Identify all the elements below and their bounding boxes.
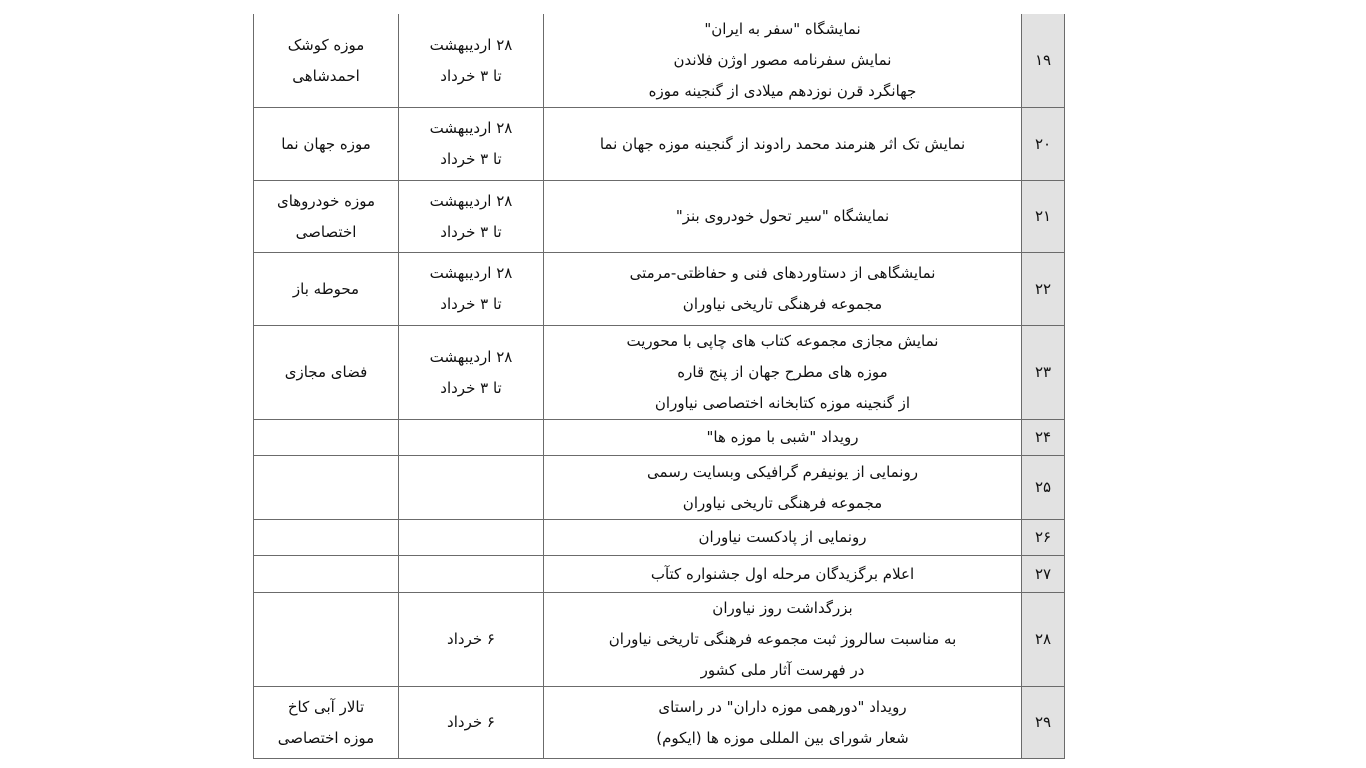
event-title-cell-line: نمایشگاهی از دستاوردهای فنی و حفاظتی-مرمتی [629,264,936,282]
event-place-cell-line: محوطه باز [292,279,360,298]
event-title-cell-line: در فهرست آثار ملی کشور [700,661,865,679]
event-title-cell-line: بزرگداشت روز نیاوران [712,599,853,617]
event-title-cell [544,420,1022,456]
event-title-cell [544,108,1022,181]
event-title-cell-line: نمایش تک اثر هنرمند محمد رادوند از گنجینه موزه جهان نما [599,134,966,153]
row-number: ۲۲ [1034,279,1052,298]
event-title-cell [544,456,1022,520]
event-date-cell-line: ۶ خرداد [447,713,495,731]
row-number-cell [1022,593,1065,687]
event-place-cell [254,253,399,326]
event-title-cell-line: جهانگرد قرن نوزدهم میلادی از گنجینه موزه [648,82,917,100]
table-row [254,420,1065,456]
row-number-cell [1022,520,1065,556]
event-date-cell [399,456,544,520]
event-title-cell [544,181,1022,253]
event-date-cell [399,253,544,326]
event-title-cell [544,687,1022,759]
event-place-cell [254,108,399,181]
event-title-cell [544,14,1022,108]
event-title-cell-line: نمایشگاه "سفر به ایران" [704,20,861,38]
event-date-cell [399,520,544,556]
event-title-cell-line: مجموعه فرهنگی تاریخی نیاوران [682,493,883,512]
event-title-cell-line: رویداد "دورهمی موزه داران" در راستای [658,697,907,716]
event-place-cell [254,687,399,759]
event-place-cell [254,593,399,687]
event-title-cell [544,520,1022,556]
event-title-cell-line: اعلام برگزیدگان مرحله اول جشنواره کتآب [650,564,915,583]
event-place-cell-line: فضای مجازی [284,363,368,381]
row-number: ۲۹ [1034,713,1052,731]
event-date-cell [399,14,544,108]
event-title-cell-line: به مناسبت سالروز ثبت مجموعه فرهنگی تاریخی نیاوران [608,630,957,648]
event-place-cell-line: احمدشاهی [292,66,360,85]
event-title-cell [544,326,1022,420]
event-title-cell-line: نمایش مجازی مجموعه کتاب های چاپی با محوریت [626,332,939,350]
event-place-cell-line: موزه کوشک [287,35,365,54]
event-place-cell [254,556,399,593]
event-date-cell [399,687,544,759]
event-title-cell [544,593,1022,687]
row-number: ۲۸ [1034,630,1052,648]
row-number-cell [1022,556,1065,593]
event-place-cell-line: تالار آبی کاخ [287,697,365,716]
row-number: ۲۷ [1034,564,1052,583]
event-place-cell [254,420,399,456]
row-number-cell [1022,326,1065,420]
row-number: ۲۱ [1034,207,1052,225]
event-date-cell-line: ۲۸ اردیبهشت [429,347,513,366]
event-date-cell-line: ۲۸ اردیبهشت [429,191,513,210]
events-table-body [254,14,1065,759]
event-title-cell-line: از گنجینه موزه کتابخانه اختصاصی نیاوران [654,394,911,412]
row-number: ۲۰ [1034,134,1052,153]
row-number: ۲۴ [1034,428,1052,446]
event-place-cell-line: موزه اختصاصی [277,728,375,747]
table-row [254,14,1065,108]
row-number: ۲۵ [1034,478,1052,496]
table-row [254,253,1065,326]
event-title-cell-line: رونمایی از یونیفرم گرافیکی وبسایت رسمی [647,462,918,481]
event-title-cell-line: رویداد "شبی با موزه ها" [706,428,859,446]
table-row [254,687,1065,759]
event-date-cell-line: تا ۳ خرداد [440,378,502,397]
table-row [254,181,1065,253]
row-number: ۲۳ [1034,363,1052,381]
row-number-cell [1022,108,1065,181]
row-number: ۱۹ [1034,51,1052,69]
events-table [253,14,1065,759]
event-title-cell [544,253,1022,326]
event-title-cell-line: موزه های مطرح جهان از پنج قاره [677,363,888,381]
event-date-cell-line: تا ۳ خرداد [440,295,502,313]
row-number-cell [1022,14,1065,108]
event-place-cell [254,456,399,520]
event-date-cell [399,181,544,253]
event-place-cell-line: اختصاصی [295,222,357,241]
event-title-cell-line: مجموعه فرهنگی تاریخی نیاوران [682,295,883,313]
row-number-cell [1022,687,1065,759]
event-date-cell-line: ۲۸ اردیبهشت [429,264,513,282]
event-date-cell-line: تا ۳ خرداد [440,66,502,85]
event-place-cell [254,326,399,420]
event-date-cell-line: ۶ خرداد [447,630,495,648]
row-number-cell [1022,420,1065,456]
row-number-cell [1022,253,1065,326]
event-date-cell [399,593,544,687]
event-date-cell-line: تا ۳ خرداد [440,222,502,241]
table-row [254,556,1065,593]
event-title-cell [544,556,1022,593]
row-number-cell [1022,181,1065,253]
event-title-cell-line: نمایش سفرنامه مصور اوژن فلاندن [673,51,892,69]
event-date-cell [399,420,544,456]
event-title-cell-line: نمایشگاه "سیر تحول خودروی بنز" [675,207,890,225]
table-row [254,520,1065,556]
event-place-cell [254,14,399,108]
event-date-cell-line: ۲۸ اردیبهشت [429,35,513,54]
row-number: ۲۶ [1034,528,1052,546]
table-row [254,456,1065,520]
event-date-cell-line: تا ۳ خرداد [440,150,502,168]
event-title-cell-line: شعار شورای بین المللی موزه ها (ایکوم) [656,728,909,747]
event-date-cell-line: ۲۸ اردیبهشت [429,119,513,137]
event-date-cell [399,556,544,593]
event-date-cell [399,326,544,420]
table-row [254,326,1065,420]
event-place-cell [254,520,399,556]
table-row [254,108,1065,181]
event-place-cell-line: موزه خودروهای [276,191,376,210]
event-title-cell-line: رونمایی از پادکست نیاوران [698,528,867,546]
event-place-cell-line: موزه جهان نما [281,134,371,153]
event-date-cell [399,108,544,181]
row-number-cell [1022,456,1065,520]
table-row [254,593,1065,687]
event-place-cell [254,181,399,253]
